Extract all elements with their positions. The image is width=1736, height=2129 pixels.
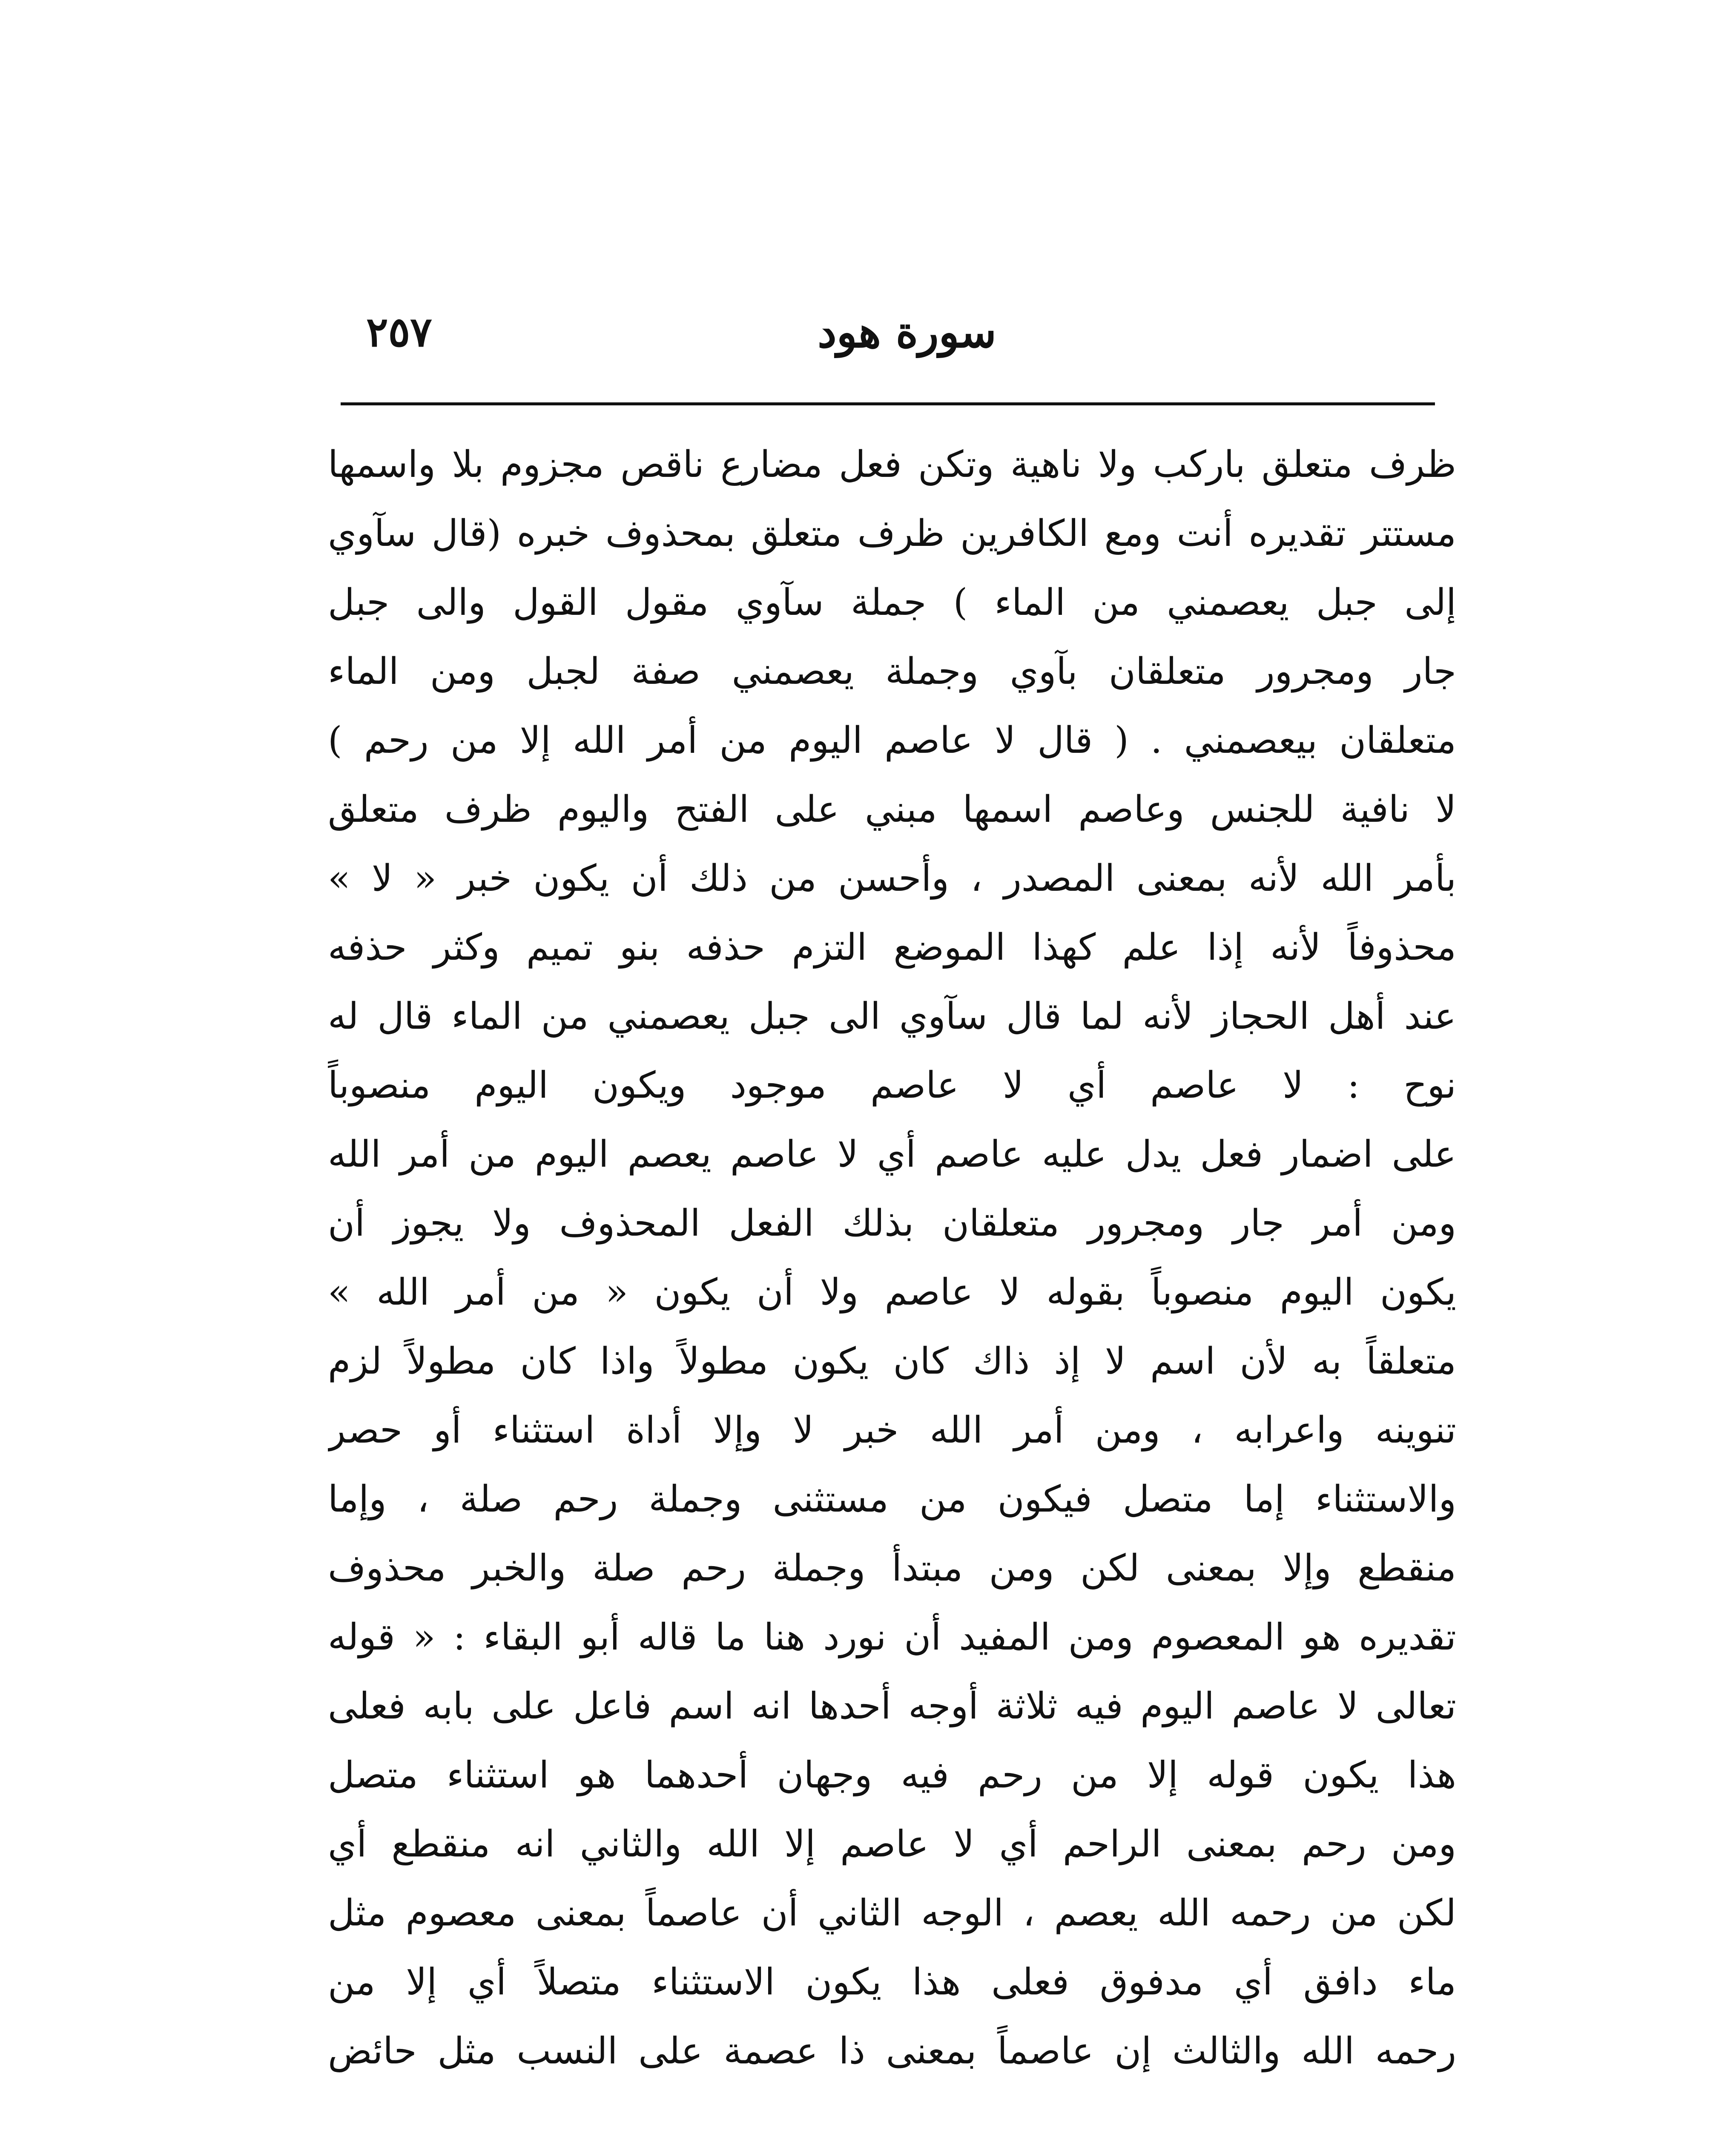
body-text bbox=[328, 430, 1456, 2086]
text-line: رحمه الله والثالث إن عاصماً بمعنى ذا عصمة على النسب مثل حائض bbox=[328, 2030, 1456, 2072]
text-line: لا نافية للجنس وعاصم اسمها مبني على الفتح واليوم ظرف متعلق bbox=[328, 788, 1456, 831]
text-line: متعلقان بيعصمني . ( قال لا عاصم اليوم من أمر الله إلا من رحم ) bbox=[328, 719, 1456, 762]
text-line: مستتر تقديره أنت ومع الكافرين ظرف متعلق بمحذوف خبره (قال سآوي bbox=[328, 512, 1456, 555]
text-line: محذوفاً لأنه إذا علم كهذا الموضع التزم حذفه بنو تميم وكثر حذفه bbox=[328, 926, 1456, 969]
text-line: جار ومجرور متعلقان بآوي وجملة يعصمني صفة لجبل ومن الماء bbox=[328, 650, 1456, 693]
text-line: هذا يكون قوله إلا من رحم فيه وجهان أحدهما هو استثناء متصل bbox=[328, 1754, 1456, 1796]
text-line: ومن رحم بمعنى الراحم أي لا عاصم إلا الله والثاني انه منقطع أي bbox=[328, 1823, 1456, 1865]
text-line: نوح : لا عاصم أي لا عاصم موجود ويكون اليوم منصوباً bbox=[328, 1064, 1456, 1107]
page-number: ٢٥٧ bbox=[366, 308, 432, 356]
running-title: سورة هود bbox=[818, 307, 996, 357]
text-line: إلى جبل يعصمني من الماء ) جملة سآوي مقول القول والى جبل bbox=[328, 581, 1456, 624]
text-line: بأمر الله لأنه بمعنى المصدر ، وأحسن من ذلك أن يكون خبر « لا » bbox=[328, 857, 1456, 900]
text-line: عند أهل الحجاز لأنه لما قال سآوي الى جبل يعصمني من الماء قال له bbox=[328, 995, 1456, 1038]
text-line: على اضمار فعل يدل عليه عاصم أي لا عاصم يعصم اليوم من أمر الله bbox=[328, 1133, 1456, 1176]
page-header bbox=[332, 298, 1443, 375]
text-line: تعالى لا عاصم اليوم فيه ثلاثة أوجه أحدها انه اسم فاعل على بابه فعلى bbox=[328, 1685, 1456, 1727]
text-line: منقطع وإلا بمعنى لكن ومن مبتدأ وجملة رحم صلة والخبر محذوف bbox=[328, 1547, 1456, 1590]
text-line: لكن من رحمه الله يعصم ، الوجه الثاني أن عاصماً بمعنى معصوم مثل bbox=[328, 1892, 1456, 1934]
text-line: والاستثناء إما متصل فيكون من مستثنى وجملة رحم صلة ، وإما bbox=[328, 1478, 1456, 1521]
text-line: تقديره هو المعصوم ومن المفيد أن نورد هنا ما قاله أبو البقاء : « قوله bbox=[328, 1616, 1456, 1658]
header-divider bbox=[341, 402, 1435, 405]
text-line: تنوينه واعرابه ، ومن أمر الله خبر لا وإلا أداة استثناء أو حصر bbox=[328, 1409, 1456, 1452]
text-line: ظرف متعلق باركب ولا ناهية وتكن فعل مضارع ناقص مجزوم بلا واسمها bbox=[328, 443, 1456, 486]
text-line: يكون اليوم منصوباً بقوله لا عاصم ولا أن يكون « من أمر الله » bbox=[328, 1271, 1456, 1314]
text-line: متعلقاً به لأن اسم لا إذ ذاك كان يكون مطولاً واذا كان مطولاً لزم bbox=[328, 1340, 1456, 1383]
text-line: ماء دافق أي مدفوق فعلى هذا يكون الاستثناء متصلاً أي إلا من bbox=[328, 1961, 1456, 2003]
text-line: ومن أمر جار ومجرور متعلقان بذلك الفعل المحذوف ولا يجوز أن bbox=[328, 1202, 1456, 1245]
